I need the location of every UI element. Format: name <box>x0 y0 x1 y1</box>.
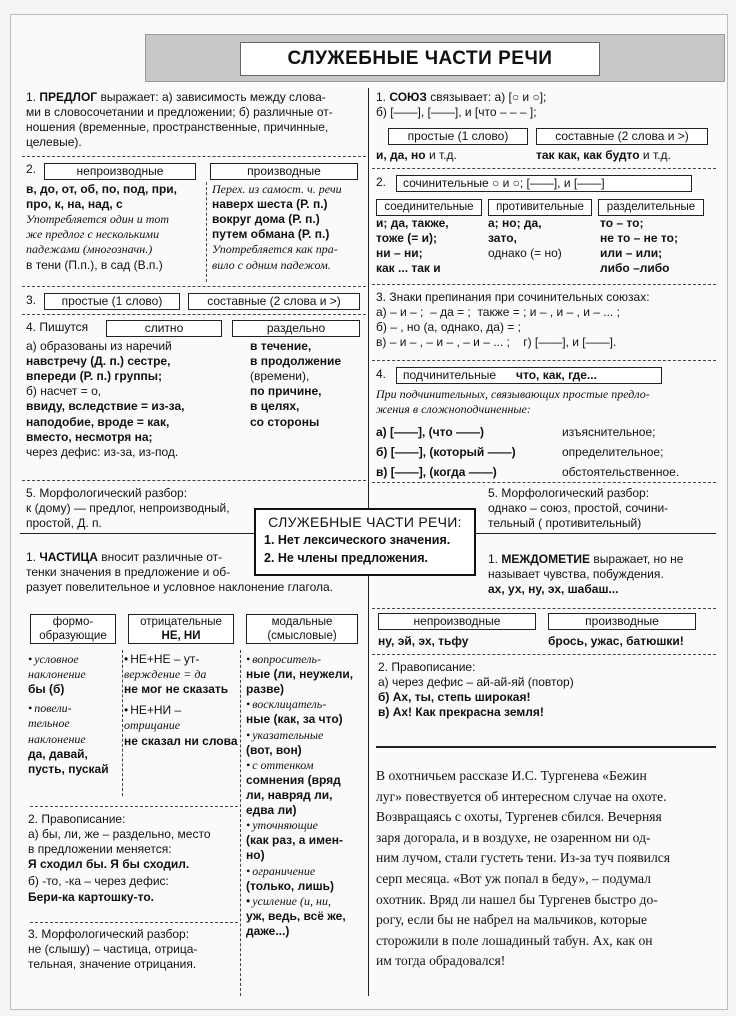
particle-type: наклонение <box>28 667 86 682</box>
particle-type: • ограничение <box>246 864 362 879</box>
etc-text: и т.д. <box>642 148 671 162</box>
example-text: по причине, <box>250 384 322 399</box>
particle-type: • уточняющие <box>246 818 362 833</box>
example-text: вместо, несмотря на; <box>26 429 153 444</box>
particle-section <box>26 550 364 595</box>
example-text: в продолжение <box>250 354 342 369</box>
note-text: жения в сложноподчиненные: <box>376 402 531 417</box>
section-text: Пишутся <box>39 320 89 334</box>
derived-column <box>212 182 364 273</box>
example-text: в течение, <box>250 339 312 353</box>
particle-type: • вопроситель- <box>246 652 362 667</box>
section-heading: 2. Правописание: <box>378 660 476 674</box>
summary-title: СЛУЖЕБНЫЕ ЧАСТИ РЕЧИ: <box>268 514 462 530</box>
subordinating-header <box>396 367 662 384</box>
analysis-text: однако – союз, простой, сочини- <box>488 501 669 516</box>
example-text: так как, как будто <box>536 148 640 162</box>
example-text: наподобие, вроде = как, <box>26 414 170 429</box>
example-text: ввиду, вследствие = из-за, <box>26 399 185 414</box>
clause-type: определительное; <box>562 445 664 459</box>
example-text: едва ли) <box>246 803 297 818</box>
modal-header <box>246 614 358 644</box>
note-text: падежами (многозначн.) <box>26 242 153 257</box>
example-text: уж, ведь, всё же, <box>246 908 346 923</box>
together-column <box>26 339 246 460</box>
particle-type: • условное <box>28 652 122 667</box>
example-text: (как раз, а имен- <box>246 833 343 848</box>
note-text: Употребляется как пра- <box>212 242 338 257</box>
section-heading: 2. Правописание: <box>28 812 126 826</box>
section-number: 4. <box>376 367 387 381</box>
subordinating-note <box>376 387 720 417</box>
story-divider <box>376 746 716 748</box>
example-text: однако (= но) <box>488 246 562 261</box>
example-text: ные (ли, неужели, <box>246 667 354 682</box>
analysis-text: к (дому) — предлог, непроизводный, <box>26 501 230 516</box>
note-text: При подчинительных, связывающих простые предло- <box>376 387 650 401</box>
analysis-text: тельный ( противительный) <box>488 516 642 531</box>
clause-scheme: в) [——], (когда ——) <box>376 465 497 479</box>
example-text: ах, ух, ну, эх, шабаш... <box>488 582 619 597</box>
adversative-column <box>488 216 596 261</box>
page-title: СЛУЖЕБНЫЕ ЧАСТИ РЕЧИ <box>240 42 600 76</box>
story-line: серп месяца. «Вот уж попал в беду», – подумал <box>376 870 651 886</box>
conjunction-analysis <box>488 486 718 531</box>
separator <box>372 360 716 361</box>
example-text: что, как, где... <box>516 368 597 382</box>
intro-text: разует повелительное и условное наклонение глагола. <box>26 580 333 595</box>
summary-item: 1. Нет лексического значения. <box>264 533 451 547</box>
punctuation-section <box>376 290 720 350</box>
section-heading: 3. Знаки препинания при сочинительных союзах: <box>376 290 650 304</box>
compound-header: составные (2 слова и >) <box>188 293 360 310</box>
section-number: 1. <box>26 550 37 564</box>
interjection-spelling <box>378 660 718 720</box>
example-text: но) <box>246 848 265 863</box>
simple-header: простые (1 слово) <box>388 128 528 145</box>
example-text: в, до, от, об, по, под, при, <box>26 182 177 196</box>
example-text: Я сходил бы. Я бы сходил. <box>28 857 190 872</box>
example-text: зато, <box>488 231 517 246</box>
preposition-section <box>26 90 366 150</box>
intro-text: называет чувства, побуждения. <box>488 567 664 582</box>
example-text: в целях, <box>250 399 300 414</box>
separator <box>30 806 238 807</box>
intro-text: связывает: а) [○ и ○]; <box>430 90 547 104</box>
example-text: бы (б) <box>28 682 65 697</box>
separator <box>30 922 238 923</box>
story-line: луг» повествуется об интересном случае на охоте. <box>376 788 667 804</box>
simple-header: простые (1 слово) <box>44 293 180 310</box>
story-line: им тогда обрадовался! <box>376 953 506 969</box>
intro-text: целевые). <box>26 135 82 150</box>
particle-type: • повели- <box>28 701 122 716</box>
note-text: Перех. из самост. ч. речи <box>212 182 342 196</box>
story-line: Возвращаясь с охоты, Тургенев сбился. Вечерняя <box>376 809 662 825</box>
rule-text: также = ; и – , и – , и – ... ; <box>477 305 620 320</box>
simple-examples <box>376 148 457 163</box>
clause-scheme: а) [——], (что ——) <box>376 425 485 439</box>
connective-header: соединительные <box>376 199 482 216</box>
separator <box>22 286 366 287</box>
column-divider-bottom <box>368 576 369 996</box>
rule-text: б) -то, -ка – через дефис: <box>28 874 169 889</box>
example-text: не то – не то; <box>600 231 678 246</box>
example-text: вокруг дома (Р. п.) <box>212 212 320 227</box>
rule-text: г) [——], и [——]. <box>523 335 617 350</box>
separate-header: раздельно <box>232 320 360 337</box>
particle-spelling <box>28 812 240 905</box>
intro-text: выражает, но не <box>593 552 684 566</box>
clause-type: обстоятельственное. <box>562 465 680 479</box>
example-text: как ... так и <box>376 261 441 276</box>
example-text: в тени (П.п.), в сад (В.п.) <box>26 257 163 272</box>
nonderived-examples: ну, эй, эх, тьфу <box>378 634 469 648</box>
summary-item: 2. Не члены предложения. <box>264 551 429 565</box>
story-text <box>376 766 712 972</box>
example-text: б) Ах, ты, степь широкая! <box>378 690 531 705</box>
section-number: 1. <box>488 552 499 566</box>
example-text: не сказал ни слова <box>124 733 238 748</box>
example-text: то – то; <box>600 216 644 230</box>
example-text: Бери-ка картошку-то. <box>28 889 154 904</box>
story-line: заря догорала, и в воздухе, не озаренном ни од- <box>376 829 651 845</box>
negative-header <box>128 614 234 644</box>
particle-type: усиление (и, ни, <box>252 893 331 908</box>
intro-text: ми в словосочетании и предложении; б) различные от- <box>26 105 333 120</box>
story-line: В охотничьем рассказе И.С. Тургенева «Бежин <box>376 768 647 783</box>
particle-type: верждение = да <box>124 667 207 682</box>
together-header: слитно <box>106 320 222 337</box>
example-text: наверх шеста (Р. п.) <box>212 197 328 212</box>
example-text: сомнения (вряд <box>246 772 341 787</box>
derived-header: производные <box>210 163 358 180</box>
example-text: и, да, но <box>376 148 426 162</box>
separator <box>22 480 366 481</box>
separator <box>22 314 366 315</box>
example-text: пусть, пускай <box>28 761 109 776</box>
example-text: про, к, на, над, с <box>26 197 123 212</box>
separator <box>240 650 241 996</box>
separator <box>122 650 123 796</box>
derived-examples: брось, ужас, батюшки! <box>548 634 684 648</box>
rule-text: а) – и – ; <box>376 305 424 320</box>
story-line: сторожили в поле лошадиный табун. Ах, как он <box>376 932 653 948</box>
section-number: 2. <box>26 162 37 176</box>
conjunction-term: СОЮЗ <box>389 90 427 104</box>
clause-types <box>376 422 720 482</box>
section-heading: 5. Морфологический разбор: <box>488 486 650 500</box>
example-text: навстречу (Д. п.) сестре, <box>26 354 171 369</box>
example-text: даже...) <box>246 923 290 938</box>
nonderived-column <box>26 182 208 273</box>
particle-type: • НЕ+НИ – <box>124 703 240 718</box>
example-text: да, давай, <box>28 746 88 761</box>
particle-term: ЧАСТИЦА <box>39 550 98 564</box>
rule-text: – да = ; <box>430 305 471 320</box>
header-text: модальные <box>271 616 333 628</box>
formative-header <box>30 614 116 644</box>
rule-text: б) насчет = о, <box>26 384 102 399</box>
story-line: охотник. Вряд ли нашел бы Тургенев быстро до- <box>376 891 658 907</box>
story-line: ним лучом, стали густеть тени. Из-за туч появился <box>376 850 671 866</box>
preposition-analysis <box>26 486 252 531</box>
intro-text: вносит различные от- <box>101 550 223 564</box>
example-text: (времени), <box>250 369 310 384</box>
separator <box>372 608 716 609</box>
header-text: НЕ, НИ <box>161 630 201 642</box>
example-text: разве) <box>246 682 285 697</box>
rule-text: б) – , но (а, однако, да) = ; <box>376 320 521 335</box>
rule-text: в предложении меняется: <box>28 842 172 857</box>
interjection-section <box>488 552 718 597</box>
connective-column <box>376 216 484 276</box>
example-text: в) Ах! Как прекрасна земля! <box>378 705 544 720</box>
separator <box>372 284 716 285</box>
particle-type: • указательные <box>246 728 362 743</box>
example-text: или – или; <box>600 246 663 261</box>
intro-text: выражает: а) зависимость между слова- <box>100 90 326 104</box>
example-text: и; да, также, <box>376 216 449 230</box>
rule-text: а) бы, ли, же – раздельно, место <box>28 827 211 842</box>
row-divider-left <box>20 533 254 534</box>
particle-type: • восклицатель- <box>246 697 362 712</box>
example-text: ли, навряд ли, <box>246 787 333 802</box>
negative-column <box>124 652 240 749</box>
header-text: формо- <box>52 616 94 628</box>
clause-type: изъяснительное; <box>562 425 656 439</box>
example-text: путем обмана (Р. п.) <box>212 227 330 242</box>
particle-type: • с оттенком <box>246 758 362 773</box>
separator <box>372 482 716 483</box>
etc-text: и т.д. <box>428 148 457 162</box>
disjunctive-column <box>600 216 712 276</box>
intro-text: тенки значения в предложение и об- <box>26 565 231 580</box>
intro-text: ношения (временные, пространственные, причинные, <box>26 120 329 135</box>
section-number <box>26 320 88 335</box>
header-text: образующие <box>39 630 107 642</box>
header-text: (смысловые) <box>267 630 337 642</box>
section-heading: 5. Морфологический разбор: <box>26 486 188 500</box>
section-number: 3. <box>26 293 37 307</box>
section-number: 4. <box>26 320 37 334</box>
subordinating-label: подчинительные <box>403 368 497 382</box>
example-text: ни – ни; <box>376 246 423 261</box>
particle-type: наклонение <box>28 731 86 746</box>
row-divider-right <box>476 533 716 534</box>
rule-text: через дефис: из-за, из-под. <box>26 444 179 459</box>
adversative-header: противительные <box>488 199 592 216</box>
example-text: либо –либо <box>600 261 670 276</box>
header-text: отрицательные <box>140 616 222 628</box>
rule-text: а) через дефис – ай-ай-яй (повтор) <box>378 675 574 690</box>
section-number: 2. <box>376 175 387 189</box>
coordinating-header: сочинительные ○ и ○; [——], и [——] <box>396 175 692 192</box>
compound-header: составные (2 слова и >) <box>536 128 708 145</box>
particle-type: тельное <box>28 716 70 731</box>
analysis-text: простой, Д. п. <box>26 516 102 531</box>
section-number: 1. <box>26 90 37 104</box>
analysis-text: тельная, значение отрицания. <box>28 957 197 972</box>
particle-type: отрицание <box>124 718 181 733</box>
particle-type: • НЕ+НЕ – ут- <box>124 652 240 667</box>
derived-header: производные <box>548 613 696 630</box>
rule-text: а) образованы из наречий <box>26 339 172 353</box>
analysis-text: не (слышу) – частица, отрица- <box>28 942 198 957</box>
separate-column <box>250 339 366 430</box>
interjection-term: МЕЖДОМЕТИЕ <box>501 552 591 566</box>
separator <box>372 168 716 169</box>
modal-column <box>246 652 362 939</box>
example-text: а; но; да, <box>488 216 542 230</box>
rule-text: в) – и – , – и – , – и – ... ; <box>376 335 510 350</box>
example-text: со стороны <box>250 414 320 429</box>
note-text: Употребляется один и тот <box>26 212 170 227</box>
nonderived-header: непроизводные <box>378 613 536 630</box>
separator <box>22 156 366 157</box>
preposition-term: ПРЕДЛОГ <box>39 90 98 104</box>
disjunctive-header: разделительные <box>598 199 704 216</box>
example-text: (вот, вон) <box>246 742 302 757</box>
nonderived-header: непроизводные <box>44 163 196 180</box>
example-text: тоже (= и); <box>376 231 437 246</box>
formative-column <box>28 652 122 777</box>
section-heading: 3. Морфологический разбор: <box>28 927 190 941</box>
separator <box>206 182 207 282</box>
intro-text: б) [——], [——], и [что – – – ]; <box>376 105 537 120</box>
example-text: впереди (Р. п.) группы; <box>26 369 162 384</box>
example-text: ные (как, за что) <box>246 712 343 727</box>
compound-examples <box>536 148 671 163</box>
column-divider-top <box>368 88 369 508</box>
story-line: рогу, если бы не набрел на мальчиков, которые <box>376 912 648 928</box>
section-number: 1. <box>376 90 387 104</box>
conjunction-section <box>376 90 722 120</box>
note-text: же предлог с несколькими <box>26 227 160 242</box>
clause-scheme: б) [——], (который ——) <box>376 445 516 459</box>
example-text: не мог не сказать <box>124 682 229 697</box>
particle-analysis <box>28 927 240 972</box>
note-text: вило с одним падежом. <box>212 257 331 272</box>
separator <box>372 654 716 655</box>
example-text: (только, лишь) <box>246 878 334 893</box>
